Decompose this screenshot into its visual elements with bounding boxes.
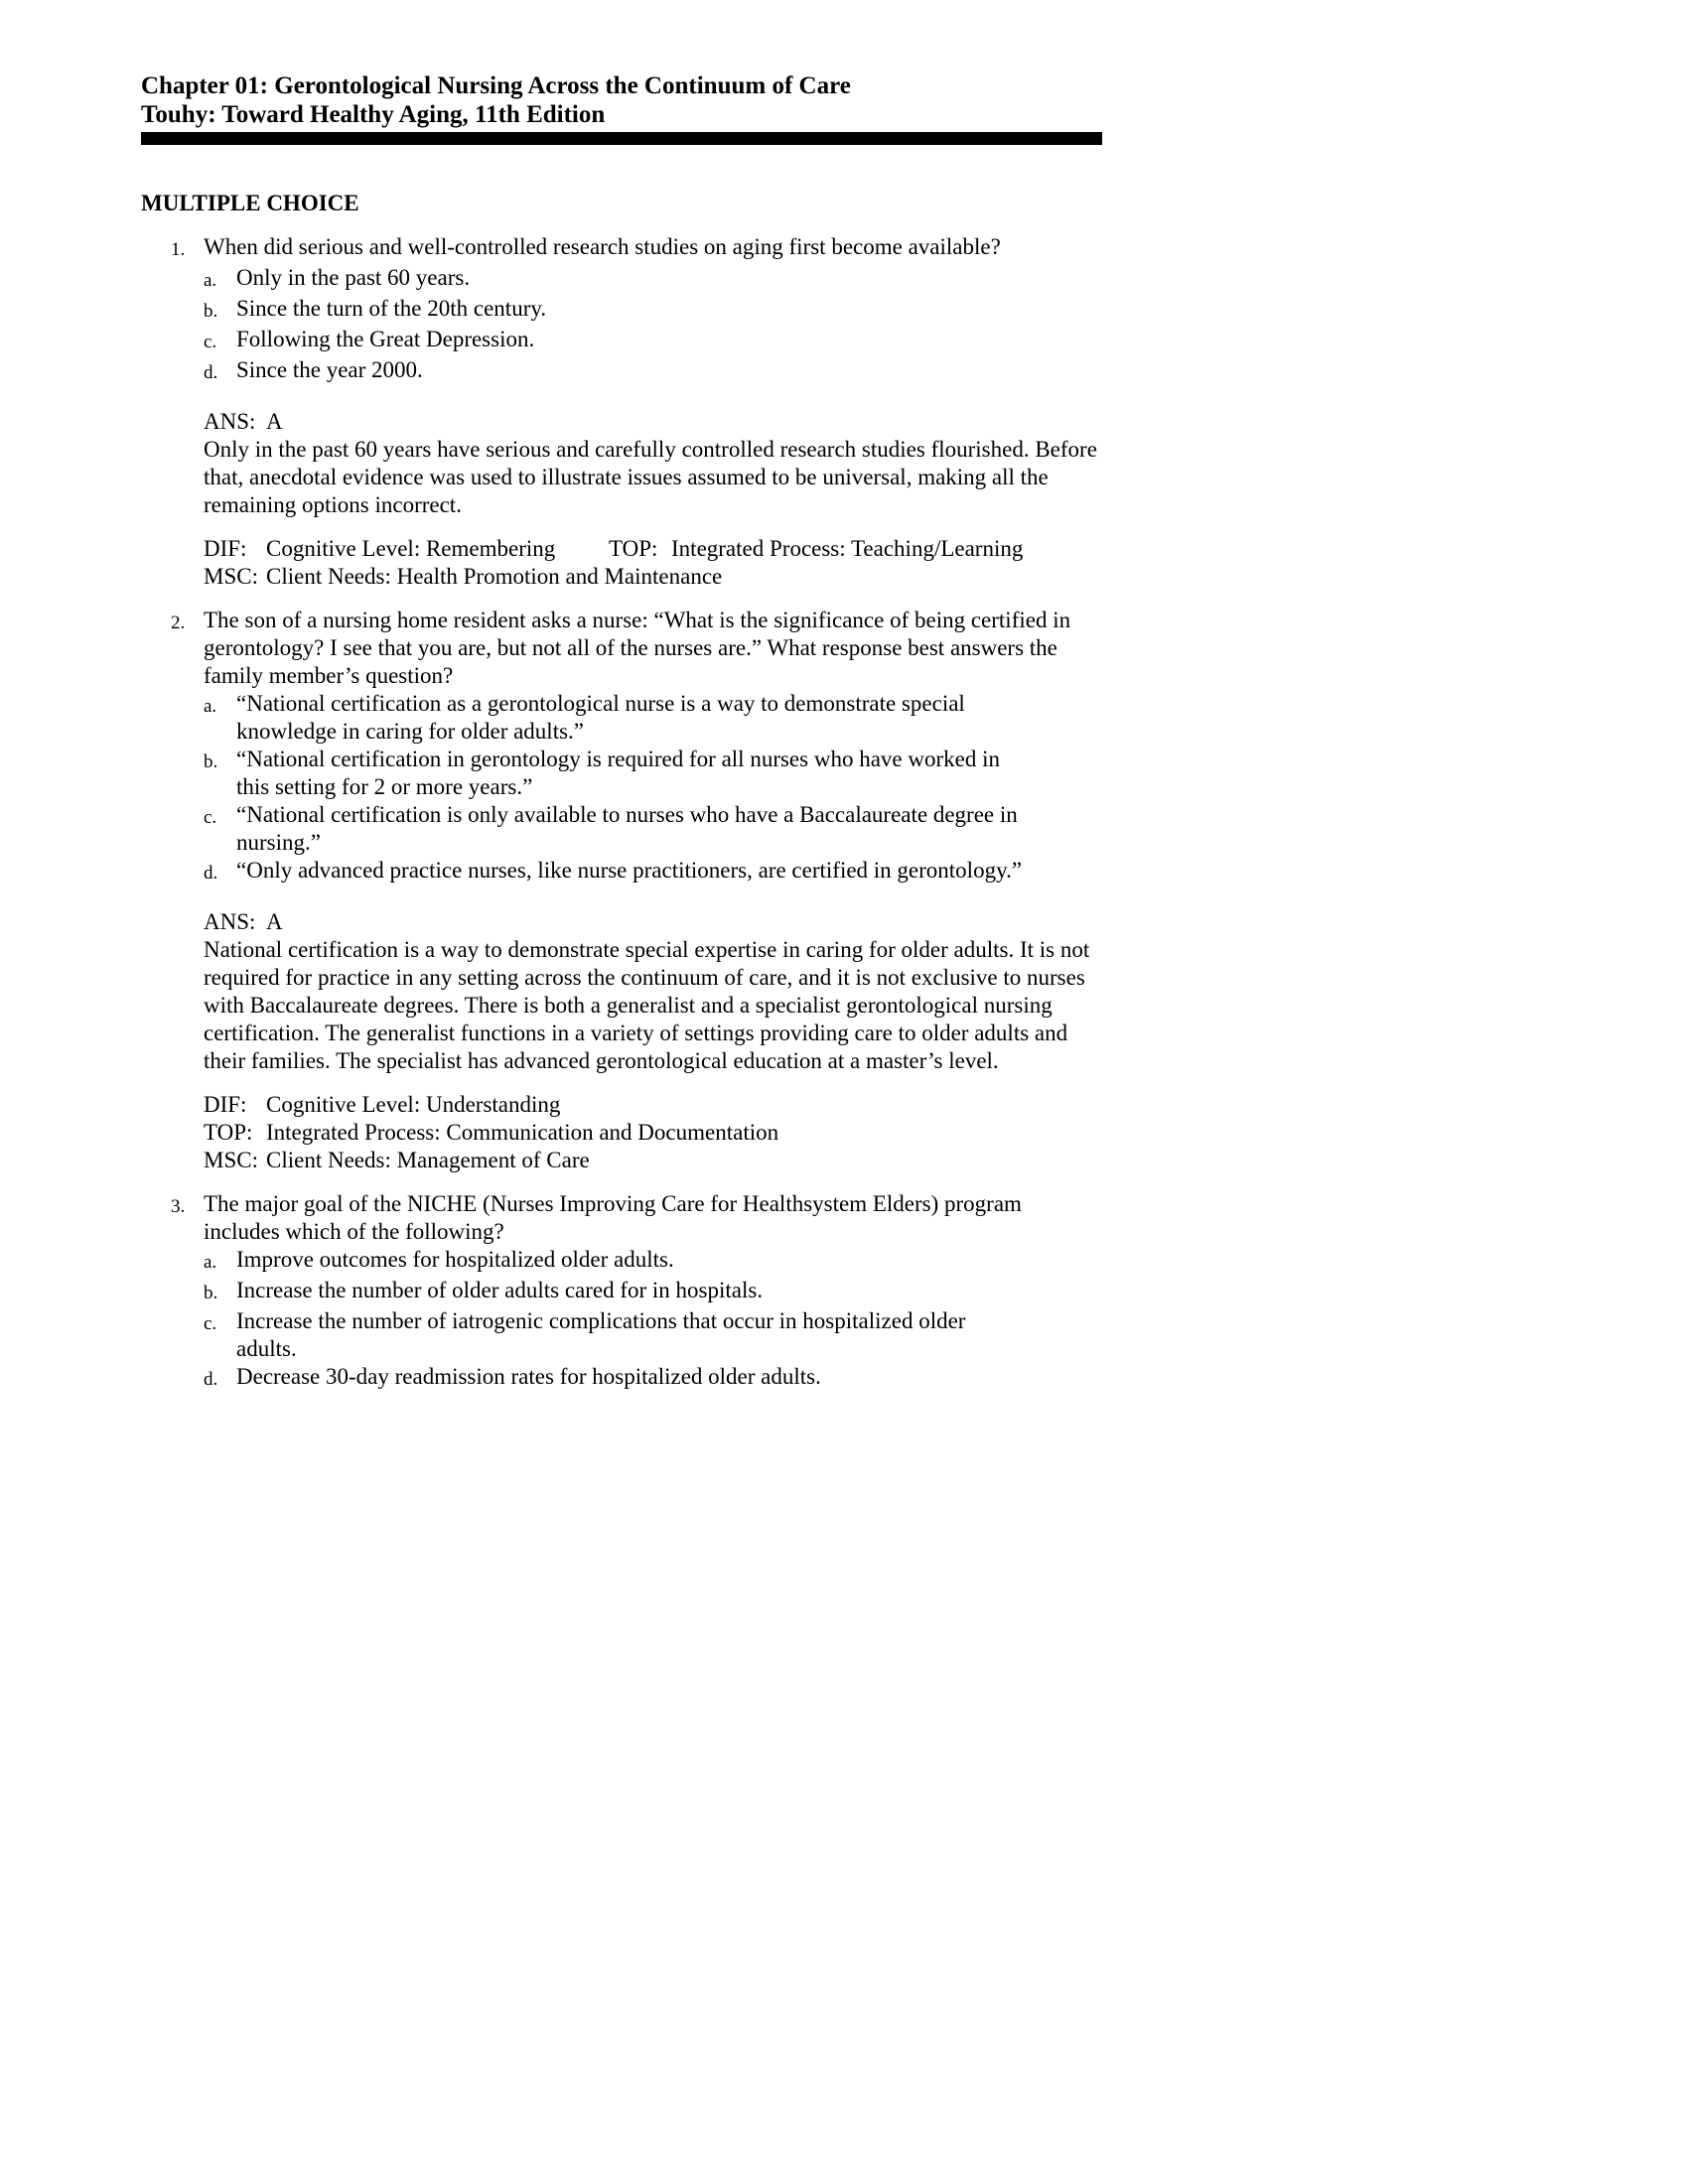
- option-c: [141, 1307, 1102, 1363]
- question-number: 2.: [171, 613, 186, 633]
- option-text: “National certification is only available to nurses who have a Baccalaureate degree in nursing.”: [236, 802, 1018, 855]
- answer-label: ANS:: [204, 409, 256, 434]
- meta-row: [204, 1147, 1102, 1174]
- meta-row: [204, 1091, 1102, 1119]
- question-number: 3.: [171, 1196, 186, 1217]
- option-letter: c.: [204, 332, 217, 352]
- option-c: [141, 326, 1102, 356]
- option-letter: a.: [204, 1252, 217, 1273]
- option-b: [141, 1277, 1102, 1307]
- meta-item-dif: [204, 536, 555, 561]
- question-stem-row: [141, 233, 1102, 264]
- option-letter: a.: [204, 696, 217, 717]
- option-letter: c.: [204, 807, 217, 828]
- meta-row: [204, 535, 1102, 563]
- question-stem-row: [141, 607, 1102, 690]
- question-stem: The major goal of the NICHE (Nurses Improving Care for Healthsystem Elders) program includes which of the following?: [204, 1191, 1022, 1244]
- meta-row: [204, 1119, 1102, 1147]
- option-text: “National certification in gerontology is required for all nurses who have worked in this setting for 2 or more years.”: [236, 747, 1000, 799]
- rationale-text: National certification is a way to demonstrate special expertise in caring for older adults. It is not required for practice in any setting across the continuum of care, and it is not exclusive to nurses with Baccalaureate degrees. There is both a generalist and a specialist gerontological nursing certification. The generalist functions in a variety of settings providing care to older adults and their families. The specialist has advanced gerontological education at a master’s level.: [204, 937, 1090, 1073]
- meta-text: Integrated Process: Communication and Documentation: [266, 1120, 779, 1145]
- option-text: Decrease 30-day readmission rates for hospitalized older adults.: [236, 1364, 821, 1389]
- meta-text: Client Needs: Health Promotion and Maintenance: [266, 564, 723, 589]
- answer-block: [204, 408, 1102, 519]
- chapter-title: Chapter 01: Gerontological Nursing Across the Continuum of Care: [141, 72, 851, 99]
- meta-item-msc: [204, 564, 722, 589]
- option-c: [141, 801, 1102, 857]
- meta-row: [204, 563, 1102, 591]
- option-letter: c.: [204, 1313, 217, 1334]
- meta-label: DIF:: [204, 1092, 247, 1117]
- option-d: [141, 356, 1102, 387]
- option-letter: d.: [204, 863, 218, 884]
- option-letter: d.: [204, 362, 218, 383]
- options-list: [141, 1246, 1102, 1394]
- option-d: [141, 1363, 1102, 1394]
- question-3: [141, 1190, 1102, 1394]
- document-content: [141, 71, 1102, 1394]
- meta-block: [204, 535, 1102, 591]
- option-text: Improve outcomes for hospitalized older adults.: [236, 1247, 674, 1272]
- meta-item-top: [204, 1120, 778, 1145]
- option-a: [141, 690, 1102, 746]
- answer-value: A: [266, 409, 283, 434]
- meta-label: MSC:: [204, 564, 258, 589]
- option-text: Increase the number of iatrogenic complications that occur in hospitalized older adults.: [236, 1308, 966, 1361]
- book-title: Touhy: Toward Healthy Aging, 11th Edition: [141, 101, 606, 128]
- option-letter: b.: [204, 751, 218, 772]
- question-stem: When did serious and well-controlled research studies on aging first become available?: [204, 234, 1001, 259]
- options-list: [141, 690, 1102, 887]
- question-2: [141, 607, 1102, 1174]
- meta-label: TOP:: [609, 536, 658, 561]
- option-b: [141, 295, 1102, 326]
- question-stem-row: [141, 1190, 1102, 1246]
- option-d: [141, 857, 1102, 887]
- meta-item-top: [609, 536, 1023, 561]
- option-letter: a.: [204, 270, 217, 291]
- meta-block: [204, 1091, 1102, 1174]
- meta-text: Client Needs: Management of Care: [266, 1148, 590, 1172]
- meta-label: MSC:: [204, 1148, 258, 1172]
- answer-line: [204, 908, 1102, 936]
- option-text: Since the year 2000.: [236, 357, 423, 382]
- option-letter: b.: [204, 301, 218, 322]
- meta-text: Cognitive Level: Remembering: [266, 536, 556, 561]
- option-a: [141, 264, 1102, 295]
- section-heading: MULTIPLE CHOICE: [141, 191, 359, 215]
- header-divider: [141, 132, 1102, 145]
- document-header: [141, 71, 1102, 129]
- meta-text: Cognitive Level: Understanding: [266, 1092, 561, 1117]
- option-a: [141, 1246, 1102, 1277]
- rationale-text: Only in the past 60 years have serious and carefully controlled research studies flourished. Before that, anecdotal evidence was used to illustrate issues assumed to be universal, making all the remaining options incorrect.: [204, 437, 1097, 517]
- option-text: Increase the number of older adults cared for in hospitals.: [236, 1278, 764, 1302]
- answer-line: [204, 408, 1102, 436]
- answer-label: ANS:: [204, 909, 256, 934]
- option-text: “National certification as a gerontological nurse is a way to demonstrate special knowledge in caring for older adults.”: [236, 691, 965, 744]
- meta-text: Integrated Process: Teaching/Learning: [671, 536, 1024, 561]
- meta-label: DIF:: [204, 536, 247, 561]
- option-text: Since the turn of the 20th century.: [236, 296, 547, 321]
- question-number: 1.: [171, 239, 186, 260]
- option-text: “Only advanced practice nurses, like nurse practitioners, are certified in gerontology.”: [236, 858, 1023, 883]
- option-b: [141, 746, 1102, 801]
- meta-item-msc: [204, 1148, 590, 1172]
- option-letter: b.: [204, 1283, 218, 1303]
- option-text: Following the Great Depression.: [236, 327, 535, 351]
- question-stem: The son of a nursing home resident asks a nurse: “What is the significance of being certified in gerontology? I see that you are, but not all of the nurses are.” What response best answers the family member’s question?: [204, 608, 1071, 688]
- options-list: [141, 264, 1102, 387]
- meta-label: TOP:: [204, 1120, 253, 1145]
- question-1: [141, 233, 1102, 591]
- answer-block: [204, 908, 1102, 1075]
- answer-value: A: [266, 909, 283, 934]
- option-letter: d.: [204, 1369, 218, 1390]
- meta-item-dif: [204, 1092, 560, 1117]
- option-text: Only in the past 60 years.: [236, 265, 471, 290]
